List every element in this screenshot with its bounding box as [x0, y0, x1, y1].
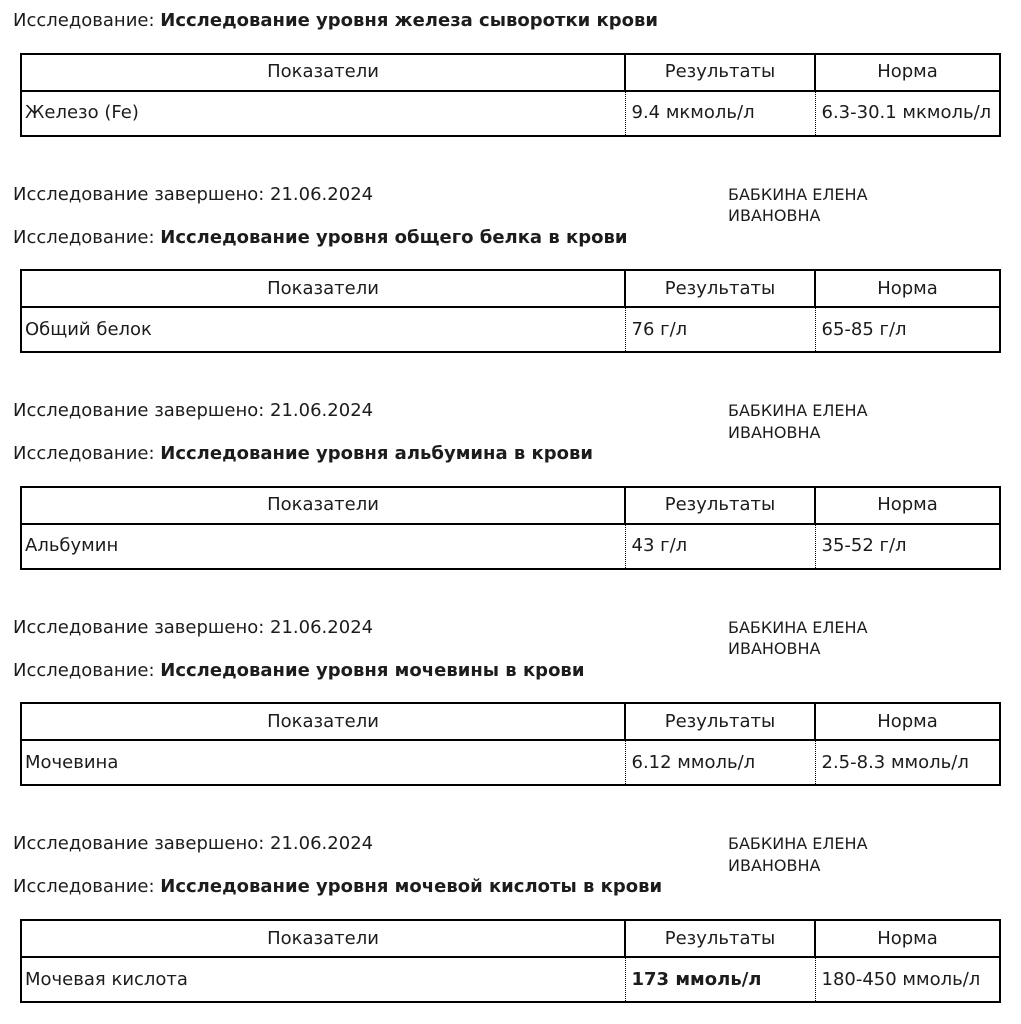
study-title-line	[13, 876, 1021, 898]
norm-cell: 180-450 ммоль/л	[815, 957, 1000, 1002]
study-prefix-label: Исследование:	[13, 10, 155, 31]
norm-cell: 35-52 г/л	[815, 524, 1000, 569]
results-table	[20, 919, 1001, 1003]
study-section-total-protein	[13, 184, 1021, 354]
col-header-norm: Норма	[815, 487, 1000, 524]
table-row	[21, 307, 1000, 352]
study-title-line	[13, 10, 1021, 32]
col-header-indicators: Показатели	[21, 920, 625, 957]
patient-name: БАБКИНА ЕЛЕНА ИВАНОВНА	[728, 617, 868, 659]
norm-cell: 65-85 г/л	[815, 307, 1000, 352]
results-table	[20, 53, 1001, 137]
study-title: Исследование уровня мочевой кислоты в крови	[160, 876, 663, 898]
study-section-uric-acid	[13, 833, 1021, 1003]
result-cell: 76 г/л	[625, 307, 815, 352]
indicator-cell: Общий белок	[21, 307, 625, 352]
col-header-indicators: Показатели	[21, 54, 625, 91]
col-header-results: Результаты	[625, 270, 815, 307]
col-header-indicators: Показатели	[21, 487, 625, 524]
study-prefix-label: Исследование:	[13, 659, 155, 681]
study-title-line	[13, 227, 1021, 249]
study-completed-line	[13, 184, 373, 205]
study-completed-line	[13, 833, 373, 854]
result-cell: 43 г/л	[625, 524, 815, 569]
completed-label: Исследование завершено:	[13, 616, 265, 638]
study-meta-row	[13, 400, 1021, 442]
study-prefix-label: Исследование:	[13, 876, 155, 898]
study-meta-row	[13, 616, 1021, 659]
study-title: Исследование уровня общего белка в крови	[160, 226, 628, 248]
results-table	[20, 269, 1001, 353]
completed-date: 21.06.2024	[270, 616, 374, 638]
col-header-results: Результаты	[625, 920, 815, 957]
col-header-results: Результаты	[625, 703, 815, 740]
study-prefix-label: Исследование:	[13, 443, 155, 465]
indicator-cell: Мочевая кислота	[21, 957, 625, 1002]
completed-label: Исследование завершено:	[13, 400, 265, 422]
study-meta-row	[13, 833, 1021, 875]
study-completed-line	[13, 617, 373, 638]
patient-name: БАБКИНА ЕЛЕНА ИВАНОВНА	[728, 834, 868, 875]
table-header-row	[21, 487, 1000, 524]
study-meta-row	[13, 183, 1021, 226]
study-title: Исследование уровня мочевины в крови	[160, 659, 585, 681]
results-table	[20, 702, 1001, 786]
col-header-indicators: Показатели	[21, 703, 625, 740]
table-row	[21, 957, 1000, 1002]
patient-name: БАБКИНА ЕЛЕНА ИВАНОВНА	[728, 184, 868, 226]
study-title: Исследование уровня железа сыворотки крови	[160, 10, 659, 31]
col-header-indicators: Показатели	[21, 270, 625, 307]
indicator-cell: Железо (Fe)	[21, 91, 625, 136]
norm-cell: 2.5-8.3 ммоль/л	[815, 740, 1000, 785]
completed-date: 21.06.2024	[270, 183, 374, 205]
table-row	[21, 524, 1000, 569]
result-cell: 6.12 ммоль/л	[625, 740, 815, 785]
completed-date: 21.06.2024	[270, 400, 374, 422]
study-prefix-label: Исследование:	[13, 226, 155, 248]
study-section-iron	[13, 10, 1021, 137]
study-completed-line	[13, 400, 373, 421]
col-header-norm: Норма	[815, 270, 1000, 307]
col-header-norm: Норма	[815, 54, 1000, 91]
table-header-row	[21, 270, 1000, 307]
completed-date: 21.06.2024	[270, 833, 374, 855]
table-row	[21, 91, 1000, 136]
table-header-row	[21, 54, 1000, 91]
indicator-cell: Альбумин	[21, 524, 625, 569]
table-header-row	[21, 920, 1000, 957]
col-header-norm: Норма	[815, 703, 1000, 740]
completed-label: Исследование завершено:	[13, 833, 265, 855]
study-section-albumin	[13, 400, 1021, 570]
indicator-cell: Мочевина	[21, 740, 625, 785]
norm-cell: 6.3-30.1 мкмоль/л	[815, 91, 1000, 136]
col-header-results: Результаты	[625, 487, 815, 524]
completed-label: Исследование завершено:	[13, 183, 265, 205]
study-title-line	[13, 660, 1021, 682]
result-cell: 9.4 мкмоль/л	[625, 91, 815, 136]
col-header-results: Результаты	[625, 54, 815, 91]
table-row	[21, 740, 1000, 785]
result-cell: 173 ммоль/л	[625, 957, 815, 1002]
table-header-row	[21, 703, 1000, 740]
patient-name: БАБКИНА ЕЛЕНА ИВАНОВНА	[728, 401, 868, 442]
study-section-urea	[13, 617, 1021, 787]
col-header-norm: Норма	[815, 920, 1000, 957]
results-table	[20, 486, 1001, 570]
study-title: Исследование уровня альбумина в крови	[160, 443, 593, 465]
study-title-line	[13, 443, 1021, 465]
